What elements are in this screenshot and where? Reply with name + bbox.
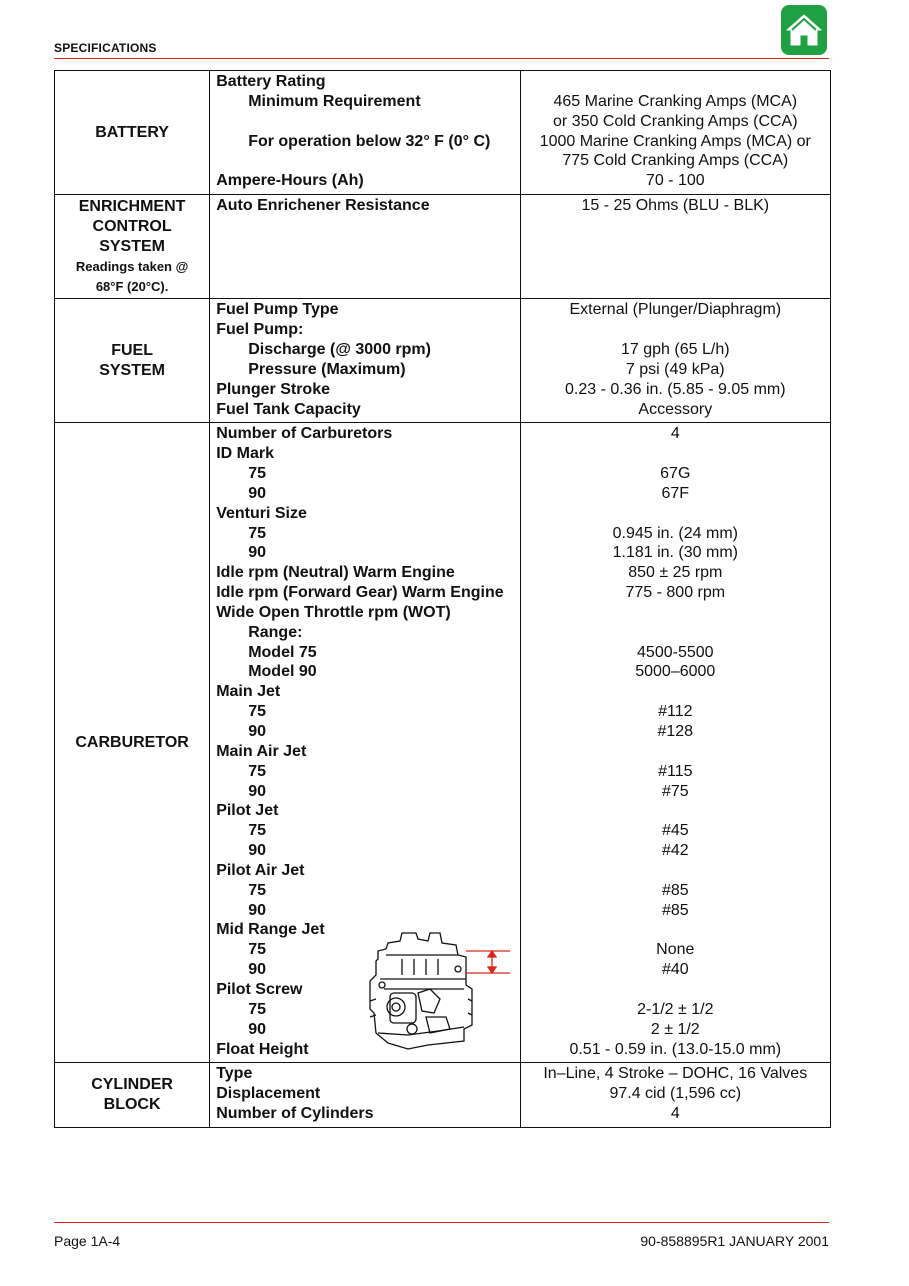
spec-label: Float Height <box>216 1040 309 1058</box>
spec-label: 75 <box>248 941 266 959</box>
spec-value-blank <box>521 861 830 881</box>
spec-value: 4 <box>670 1105 680 1123</box>
category-label: BLOCK <box>103 1096 161 1114</box>
spec-value: 67F <box>661 484 690 502</box>
spec-label: Main Air Jet <box>216 742 307 760</box>
spec-value-blank <box>521 236 830 256</box>
spec-label: Fuel Pump Type <box>216 301 339 319</box>
spec-value: #85 <box>661 901 689 919</box>
spec-value-blank <box>521 444 830 464</box>
spec-label: Number of Cylinders <box>216 1105 374 1123</box>
category-label: CYLINDER <box>91 1076 173 1094</box>
spec-value: 775 Cold Cranking Amps (CCA) <box>562 152 789 170</box>
spec-label: Type <box>216 1065 253 1083</box>
spec-label: Pilot Screw <box>216 980 303 998</box>
spec-value: #45 <box>661 822 689 840</box>
spec-label: 90 <box>248 842 266 860</box>
spec-value: 2 ± 1/2 <box>650 1020 700 1038</box>
spec-label: Battery Rating <box>216 73 326 90</box>
category-cell <box>55 71 210 195</box>
spec-label: Model 75 <box>248 643 317 661</box>
value-cell <box>520 71 830 195</box>
home-icon <box>785 12 823 48</box>
category-cell <box>55 299 210 423</box>
spec-label-blank <box>210 112 519 132</box>
spec-label: 90 <box>248 723 266 740</box>
spec-label: 75 <box>248 465 266 483</box>
spec-value: 4 <box>670 425 680 443</box>
spec-label: 75 <box>248 822 266 840</box>
page-number: Page 1A-4 <box>54 1233 121 1249</box>
spec-value-blank <box>521 216 830 236</box>
footer-divider <box>54 1222 829 1223</box>
value-cell <box>520 195 830 299</box>
spec-label: 90 <box>248 961 266 979</box>
label-cell <box>210 1063 520 1128</box>
spec-value: 17 gph (65 L/h) <box>621 340 730 358</box>
spec-label: ID Mark <box>216 445 274 463</box>
spec-value-blank <box>521 801 830 821</box>
spec-value-blank <box>521 320 830 340</box>
category-cell <box>55 1063 210 1128</box>
spec-value: #75 <box>661 782 689 800</box>
value-cell <box>520 1063 830 1128</box>
spec-label: Pilot Air Jet <box>216 861 305 879</box>
spec-label: Plunger Stroke <box>216 380 330 398</box>
spec-value-blank <box>521 275 830 295</box>
section-row-battery <box>55 71 831 195</box>
spec-value: 850 ± 25 rpm <box>628 564 723 582</box>
spec-value: None <box>656 941 695 959</box>
spec-value: #42 <box>661 842 689 860</box>
spec-label: 90 <box>248 782 266 800</box>
spec-label: Model 90 <box>248 663 317 681</box>
spec-value: 15 - 25 Ohms (BLU - BLK) <box>581 197 770 215</box>
spec-label: 75 <box>248 703 266 721</box>
category-label: BATTERY <box>95 123 169 141</box>
spec-value-blank <box>521 623 830 643</box>
spec-value: #112 <box>658 703 693 721</box>
label-cell <box>210 195 520 299</box>
value-cell <box>520 423 830 1063</box>
spec-label: 90 <box>248 901 266 919</box>
spec-label: 75 <box>248 881 266 899</box>
label-cell <box>210 71 520 195</box>
spec-value: 0.51 - 0.59 in. (13.0-15.0 mm) <box>569 1040 782 1058</box>
spec-label: Idle rpm (Forward Gear) Warm Engine <box>216 584 504 602</box>
spec-value: Accessory <box>638 400 713 418</box>
document-id-date: 90-858895R1 JANUARY 2001 <box>640 1233 829 1249</box>
spec-label: 90 <box>248 1020 266 1038</box>
category-label: ENRICHMENT <box>78 197 186 215</box>
spec-value: 4500-5500 <box>637 643 714 661</box>
value-cell <box>520 299 830 423</box>
carburetor-float-height-illustration <box>368 929 518 1057</box>
spec-value: 2-1/2 ± 1/2 <box>637 1000 714 1018</box>
spec-label: Venturi Size <box>216 504 307 522</box>
spec-value: #85 <box>661 881 689 899</box>
spec-value: 465 Marine Cranking Amps (MCA) <box>553 92 798 110</box>
spec-value-blank <box>521 72 830 92</box>
category-label: SYSTEM <box>99 237 165 255</box>
spec-value: #128 <box>657 723 694 740</box>
category-cell <box>55 423 210 1063</box>
spec-value: 5000–6000 <box>635 663 716 681</box>
spec-label: Discharge (@ 3000 rpm) <box>248 340 431 358</box>
category-note: 68°F (20°C). <box>95 278 169 294</box>
section-row-enrichment <box>55 195 831 299</box>
spec-label-blank <box>210 236 519 256</box>
category-label: CONTROL <box>92 217 172 235</box>
spec-value: 0.945 in. (24 mm) <box>612 524 738 542</box>
spec-label-blank <box>210 151 519 171</box>
spec-value: or 350 Cold Cranking Amps (CCA) <box>553 112 798 130</box>
spec-value: #40 <box>661 961 689 979</box>
spec-label: Pressure (Maximum) <box>248 360 406 378</box>
spec-value: 775 - 800 rpm <box>625 584 726 602</box>
spec-label: Main Jet <box>216 683 281 701</box>
spec-value: 97.4 cid (1,596 cc) <box>609 1085 742 1103</box>
label-cell <box>210 423 520 1063</box>
label-cell <box>210 299 520 423</box>
spec-label: 90 <box>248 484 266 502</box>
section-row-carburetor <box>55 423 831 1063</box>
spec-label: Fuel Tank Capacity <box>216 400 361 418</box>
specifications-table <box>54 70 831 1128</box>
spec-label: 90 <box>248 544 266 562</box>
spec-value: 70 - 100 <box>645 172 705 190</box>
spec-label: Range: <box>248 623 303 641</box>
home-button[interactable] <box>781 5 827 55</box>
spec-label: Auto Enrichener Resistance <box>216 197 430 215</box>
spec-label: 75 <box>248 762 266 780</box>
spec-label: Mid Range Jet <box>216 921 325 939</box>
spec-label: Idle rpm (Neutral) Warm Engine <box>216 564 455 582</box>
spec-label: Ampere-Hours (Ah) <box>216 172 364 190</box>
spec-label: Minimum Requirement <box>248 92 421 110</box>
category-cell <box>55 195 210 299</box>
spec-value-blank <box>521 682 830 702</box>
section-row-cylinder <box>55 1063 831 1128</box>
spec-value: 1000 Marine Cranking Amps (MCA) or <box>539 132 811 150</box>
spec-label: Displacement <box>216 1085 321 1103</box>
spec-value-blank <box>521 742 830 762</box>
spec-value-blank <box>521 256 830 276</box>
category-label: FUEL <box>111 341 153 359</box>
spec-label: Wide Open Throttle rpm (WOT) <box>216 603 451 621</box>
header-divider <box>54 58 829 59</box>
spec-value-blank <box>521 980 830 1000</box>
spec-label-blank <box>210 216 519 236</box>
section-row-fuel <box>55 299 831 423</box>
spec-value: 0.23 - 0.36 in. (5.85 - 9.05 mm) <box>565 380 786 398</box>
spec-value: #115 <box>658 762 693 780</box>
spec-label: Fuel Pump: <box>216 321 304 339</box>
spec-label: Pilot Jet <box>216 802 279 820</box>
spec-label-blank <box>210 256 519 276</box>
spec-value-blank <box>521 603 830 623</box>
spec-value-blank <box>521 504 830 524</box>
spec-label: 75 <box>248 1000 266 1018</box>
category-label: SYSTEM <box>99 361 165 379</box>
category-note: Readings taken @ <box>75 258 189 274</box>
spec-value: 67G <box>660 465 691 483</box>
spec-label: 75 <box>248 524 266 542</box>
spec-value: External (Plunger/Diaphragm) <box>569 301 782 319</box>
spec-value: In–Line, 4 Stroke – DOHC, 16 Valves <box>543 1065 808 1083</box>
spec-label: Number of Carburetors <box>216 425 393 443</box>
spec-value: 1.181 in. (30 mm) <box>612 544 738 562</box>
spec-value-blank <box>521 920 830 940</box>
spec-value: 7 psi (49 kPa) <box>625 360 725 378</box>
spec-label-blank <box>210 275 519 295</box>
category-label: CARBURETOR <box>75 733 189 751</box>
spec-label: For operation below 32° F (0° C) <box>248 132 491 150</box>
section-title: SPECIFICATIONS <box>54 41 157 55</box>
